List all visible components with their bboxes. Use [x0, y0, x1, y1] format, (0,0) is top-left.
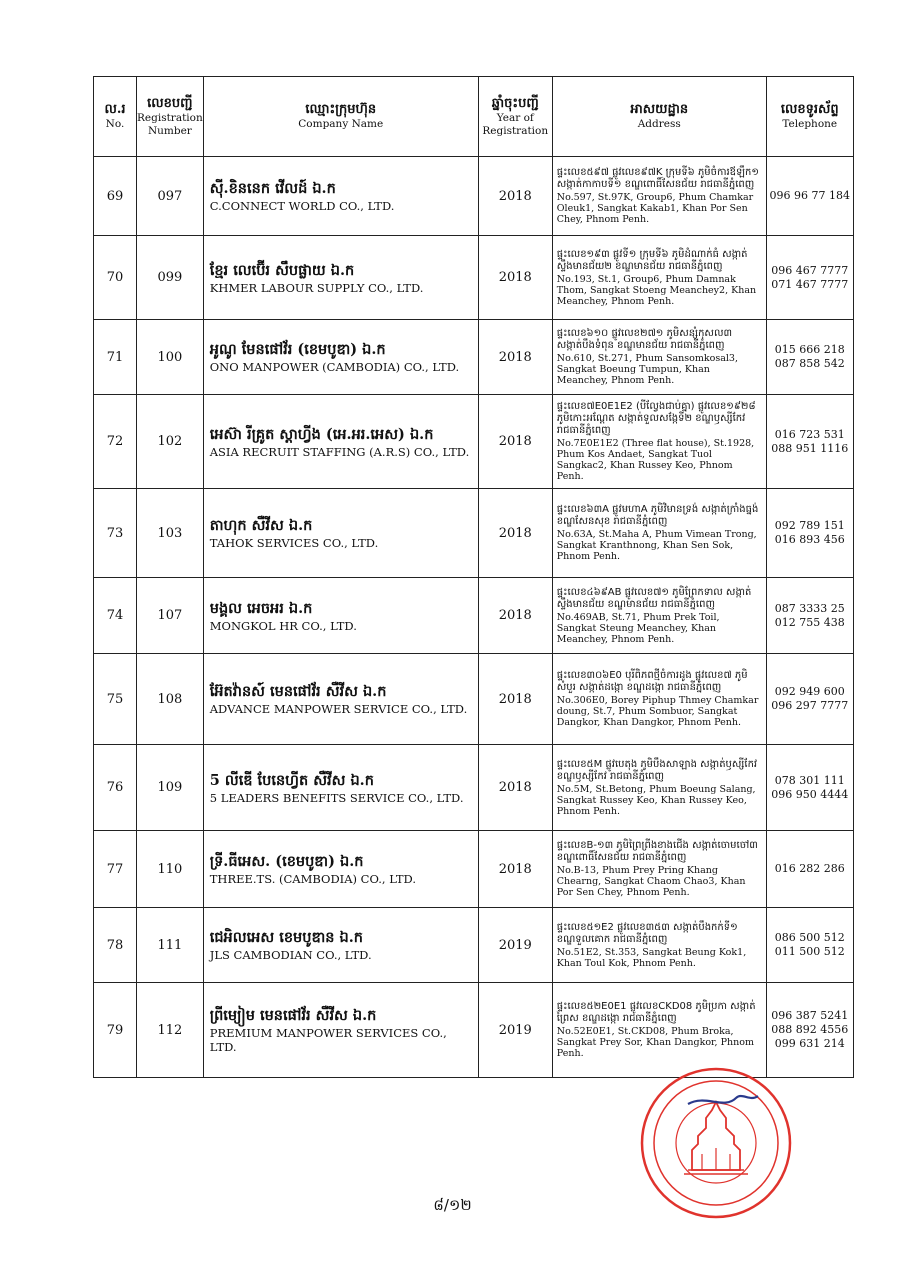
company-name-khmer: អ៊ែតវ៉ានស៍ មេនផៅវ័រ សឺវីស ឯ.ក [209, 683, 387, 700]
address-english: No.52E0E1, St.CKD08, Phum Broka, Sangkat Prey Sor, Khan Dangkor, Phnom Penh. [556, 1026, 754, 1059]
address-khmer: ផ្ទះលេខ៦៣A ផ្លូវមហាA ភូមិវិមានទ្រង់ សង្កាត់ក្រាំងធ្នង់ ខណ្ឌសែនសុខ រាជធានីភ្នំពេញ [556, 504, 759, 527]
table-row [94, 157, 854, 236]
telephone-number: 016 893 456 [774, 533, 845, 546]
telephone-number: 011 500 512 [774, 945, 845, 958]
header-no: ល.រ No. [94, 77, 137, 157]
header-company-name: ឈ្មោះក្រុមហ៊ុន Company Name [203, 77, 478, 157]
cell-year: 2018 [478, 654, 552, 745]
address-english: No.5M, St.Betong, Phum Boeung Salang, Sangkat Russey Keo, Khan Russey Keo, Phnom Penh. [556, 783, 756, 817]
cell-telephone [766, 578, 853, 654]
cell-no: 78 [94, 908, 137, 983]
cell-telephone [766, 236, 853, 320]
cell-address [552, 236, 766, 320]
telephone-number: 092 949 600 [774, 685, 845, 698]
table-body [94, 157, 854, 1078]
company-name-khmer: ជេអិលអេស ខេមបូឌាន ឯ.ក [209, 929, 363, 946]
cell-address [552, 489, 766, 578]
address-khmer: ផ្ទះលេខB-១៣ ភូមិព្រៃព្រីងខាងជើង សង្កាត់ចោមចៅ៣ ខណ្ឌពោធិ៍សែនជ័យ រាជធានីភ្នំពេញ [556, 840, 758, 863]
cell-year: 2018 [478, 489, 552, 578]
cell-year: 2018 [478, 236, 552, 320]
cell-company-name [203, 578, 478, 654]
company-name-english: ADVANCE MANPOWER SERVICE CO., LTD. [209, 702, 468, 716]
cell-no: 79 [94, 983, 137, 1078]
cell-telephone [766, 157, 853, 236]
telephone-number: 088 951 1116 [771, 441, 849, 455]
address-english: No.51E2, St.353, Sangkat Beung Kok1, Khan Toul Kok, Phnom Penh. [556, 946, 747, 969]
cell-address [552, 908, 766, 983]
cell-no: 77 [94, 831, 137, 908]
cell-telephone [766, 320, 853, 395]
cell-year: 2019 [478, 908, 552, 983]
company-name-english: ONO MANPOWER (CAMBODIA) CO., LTD. [209, 360, 460, 374]
address-english: No.306E0, Borey Piphup Thmey Chamkar doung, St.7, Phum Sombuor, Sangkat Dangkor, Khan Dangkor, Phnom Penh. [556, 695, 759, 728]
cell-registration-number: 109 [137, 745, 204, 831]
telephone-number: 096 297 7777 [771, 699, 849, 712]
table-row [94, 745, 854, 831]
telephone-number: 071 467 7777 [771, 277, 849, 291]
page-number: ៨/១២ [433, 1196, 472, 1214]
cell-registration-number: 108 [137, 654, 204, 745]
table-row [94, 831, 854, 908]
telephone-number: 092 789 151 [774, 519, 845, 532]
cell-no: 74 [94, 578, 137, 654]
table-row [94, 489, 854, 578]
cell-registration-number: 110 [137, 831, 204, 908]
cell-company-name [203, 745, 478, 831]
company-name-english: TAHOK SERVICES CO., LTD. [209, 536, 379, 550]
cell-year: 2018 [478, 157, 552, 236]
address-english: No.7E0E1E2 (Three flat house), St.1928, Phum Kos Andaet, Sangkat Tuol Sangkac2, Khan Russey Keo, Phnom Penh. [556, 438, 755, 482]
table-row [94, 578, 854, 654]
table-row [94, 395, 854, 489]
cell-telephone [766, 831, 853, 908]
address-khmer: ផ្ទះលេខ៥៩៧ ផ្លូវលេខ៩៧K ក្រុមទី៦ ភូមិចំការឪឡឹក១ សង្កាត់កាកាបទី១ ខណ្ឌពោធិ៍សែនជ័យ រាជធានីភ្នំពេញ [556, 167, 759, 190]
company-name-english: THREE.TS. (CAMBODIA) CO., LTD. [209, 872, 417, 886]
cell-registration-number: 103 [137, 489, 204, 578]
telephone-number: 078 301 111 [774, 773, 845, 787]
telephone-number: 087 858 542 [774, 357, 845, 370]
header-address: អាសយដ្ឋាន Address [552, 77, 766, 157]
cell-year: 2019 [478, 983, 552, 1078]
cell-year: 2018 [478, 745, 552, 831]
cell-address [552, 157, 766, 236]
telephone-number: 096 950 4444 [771, 787, 849, 801]
official-seal-icon [636, 1058, 796, 1223]
address-khmer: ផ្ទះលេខ៥២E0E1 ផ្លូវលេខCKD08 ភូមិប្រកា សង្កាត់ព្រៃស ខណ្ឌដង្កោ រាជធានីភ្នំពេញ [556, 1001, 756, 1024]
company-name-english: MONGKOL HR CO., LTD. [209, 618, 357, 633]
cell-no: 69 [94, 157, 137, 236]
cell-no: 72 [94, 395, 137, 489]
address-english: No.B-13, Phum Prey Pring Khang Chearng, Sangkat Chaom Chao3, Khan Por Sen Chey, Phnom Penh. [556, 865, 746, 898]
cell-registration-number: 111 [137, 908, 204, 983]
cell-telephone [766, 395, 853, 489]
telephone-number: 015 666 218 [774, 343, 845, 356]
company-name-khmer: ស៊ី.ខិននេក វើលដ៍ ឯ.ក [209, 180, 336, 197]
telephone-number: 088 892 4556 [771, 1023, 849, 1036]
company-name-english: 5 LEADERS BENEFITS SERVICE CO., LTD. [209, 790, 464, 805]
cell-company-name [203, 157, 478, 236]
address-khmer: ផ្ទះលេខ៧E0E1E2 (បីល្វែងជាប់គ្នា) ផ្លូវលេខ១៩២៨ ភូមិកោះអណ្ដែត សង្កាត់ទួលសង្កែទី២ ខណ្ឌឫស្សីកែវ រាជធានីភ្នំពេញ [556, 401, 756, 436]
cell-year: 2018 [478, 395, 552, 489]
telephone-number: 012 755 438 [774, 615, 845, 629]
cell-registration-number: 102 [137, 395, 204, 489]
header-registration-number: លេខបញ្ជី Registration Number [137, 77, 204, 157]
cell-registration-number: 099 [137, 236, 204, 320]
company-name-khmer: ព្រីម្យៀម មេនផៅវ័រ សឺវីស ឯ.ក [209, 1007, 377, 1024]
address-english: No.193, St.1, Group6, Phum Damnak Thom, Sangkat Stoeng Meanchey2, Khan Meanchey, Phnom Penh. [556, 273, 757, 307]
header-telephone: លេខទូរស័ព្ទ Telephone [766, 77, 853, 157]
cell-address [552, 578, 766, 654]
company-name-khmer: អេស៊ា រីគ្រូត ស្តាហ្វីង (អេ.អរ.អេស) ឯ.ក [209, 425, 434, 443]
cell-year: 2018 [478, 320, 552, 395]
telephone-number: 016 723 531 [774, 427, 845, 441]
cell-company-name [203, 654, 478, 745]
cell-address [552, 654, 766, 745]
company-name-khmer: ខ្មែរ លេប៊ើរ សឹបផ្លាយ ឯ.ក [209, 261, 355, 279]
table-row [94, 236, 854, 320]
cell-year: 2018 [478, 831, 552, 908]
table-row [94, 654, 854, 745]
cell-year: 2018 [478, 578, 552, 654]
registration-table [93, 76, 854, 1078]
cell-address [552, 831, 766, 908]
cell-no: 71 [94, 320, 137, 395]
cell-no: 70 [94, 236, 137, 320]
cell-company-name [203, 831, 478, 908]
telephone-number: 096 96 77 184 [769, 189, 850, 202]
address-english: No.469AB, St.71, Phum Prek Toil, Sangkat Steung Meanchey, Khan Meanchey, Phnom Penh. [556, 611, 720, 645]
company-name-khmer: ទ្រី.ធីអេស. (ខេមបូឌា) ឯ.ក [209, 853, 364, 870]
address-english: No.597, St.97K, Group6, Phum Chamkar Oleuk1, Sangkat Kakab1, Khan Por Sen Chey, Phnom Penh. [556, 192, 754, 225]
cell-registration-number: 107 [137, 578, 204, 654]
cell-company-name [203, 983, 478, 1078]
company-name-english: PREMIUM MANPOWER SERVICES CO., LTD. [209, 1026, 447, 1054]
cell-no: 73 [94, 489, 137, 578]
address-english: No.610, St.271, Phum Sansomkosal3, Sangkat Boeung Tumpun, Khan Meanchey, Phnom Penh. [556, 353, 738, 386]
cell-no: 76 [94, 745, 137, 831]
telephone-number: 099 631 214 [774, 1037, 845, 1050]
address-khmer: ផ្ទះលេខ៥១E2 ផ្លូវលេខ៣៥៣ សង្កាត់បឹងកក់ទី១ ខណ្ឌទួលគោក រាជធានីភ្នំពេញ [556, 921, 738, 945]
address-khmer: ផ្ទះលេខ៥M ផ្លូវបេតុង ភូមិបឹងសាឡាង សង្កាត់ឫស្សីកែវ ខណ្ឌឫស្សីកែវ រាជធានីភ្នំពេញ [556, 758, 758, 782]
table-row [94, 320, 854, 395]
company-name-english: C.CONNECT WORLD CO., LTD. [209, 199, 395, 213]
company-name-english: KHMER LABOUR SUPPLY CO., LTD. [209, 280, 424, 295]
header-year: ឆ្នាំចុះបញ្ជី Year of Registration [478, 77, 552, 157]
cell-address [552, 395, 766, 489]
address-khmer: ផ្ទះលេខ៦១០ ផ្លូវលេខ២៧១ ភូមិសន្សំកុសល៣ សង្កាត់បឹងទំពុន ខណ្ឌមានជ័យ រាជធានីភ្នំពេញ [556, 328, 733, 351]
telephone-number: 086 500 512 [774, 931, 845, 944]
cell-address [552, 745, 766, 831]
cell-telephone [766, 745, 853, 831]
cell-address [552, 320, 766, 395]
telephone-number: 096 387 5241 [771, 1009, 849, 1022]
address-khmer: ផ្ទះលេខ៣០៦E0 បុរីពិភពថ្មីចំការដូង ផ្លូវលេខ៧ ភូមិសំបួរ សង្កាត់ដង្កោ ខណ្ឌដង្កោ រាជធានីភ្នំពេញ [556, 670, 748, 693]
company-name-khmer: 5 លីឌើ បែនេហ្វីត សឺវីស ឯ.ក [209, 771, 374, 789]
cell-telephone [766, 489, 853, 578]
cell-company-name [203, 489, 478, 578]
telephone-number: 016 282 286 [774, 862, 845, 875]
cell-registration-number: 112 [137, 983, 204, 1078]
company-name-english: JLS CAMBODIAN CO., LTD. [209, 948, 372, 962]
cell-registration-number: 100 [137, 320, 204, 395]
company-name-english: ASIA RECRUIT STAFFING (A.R.S) CO., LTD. [209, 444, 470, 459]
company-name-khmer: តាហុក សឺវីស ឯ.ក [209, 517, 313, 534]
table-row [94, 908, 854, 983]
cell-company-name [203, 395, 478, 489]
table-header [94, 77, 854, 157]
address-khmer: ផ្ទះលេខ៤៦៩AB ផ្លូវលេខ៧១ ភូមិព្រែកទាល សង្កាត់ស្ទឹងមានជ័យ ខណ្ឌមានជ័យ រាជធានីភ្នំពេញ [556, 586, 752, 610]
cell-company-name [203, 236, 478, 320]
cell-registration-number: 097 [137, 157, 204, 236]
company-name-khmer: មង្គល អេចអរ ឯ.ក [209, 599, 313, 617]
company-name-khmer: អូណូ មែនផៅវ័រ (ខេមបូឌា) ឯ.ក [209, 341, 386, 358]
telephone-number: 096 467 7777 [771, 263, 849, 277]
telephone-number: 087 3333 25 [774, 601, 845, 615]
cell-no: 75 [94, 654, 137, 745]
address-english: No.63A, St.Maha A, Phum Vimean Trong, Sangkat Kranthnong, Khan Sen Sok, Phnom Penh. [556, 529, 757, 562]
cell-telephone [766, 654, 853, 745]
cell-company-name [203, 908, 478, 983]
address-khmer: ផ្ទះលេខ១៩៣ ផ្លូវទី១ ក្រុមទី៦ ភូមិដំណាក់ធំ សង្កាត់ស្ទឹងមានជ័យ២ ខណ្ឌមានជ័យ រាជធានីភ្នំពេញ [556, 248, 748, 272]
cell-telephone [766, 908, 853, 983]
cell-company-name [203, 320, 478, 395]
